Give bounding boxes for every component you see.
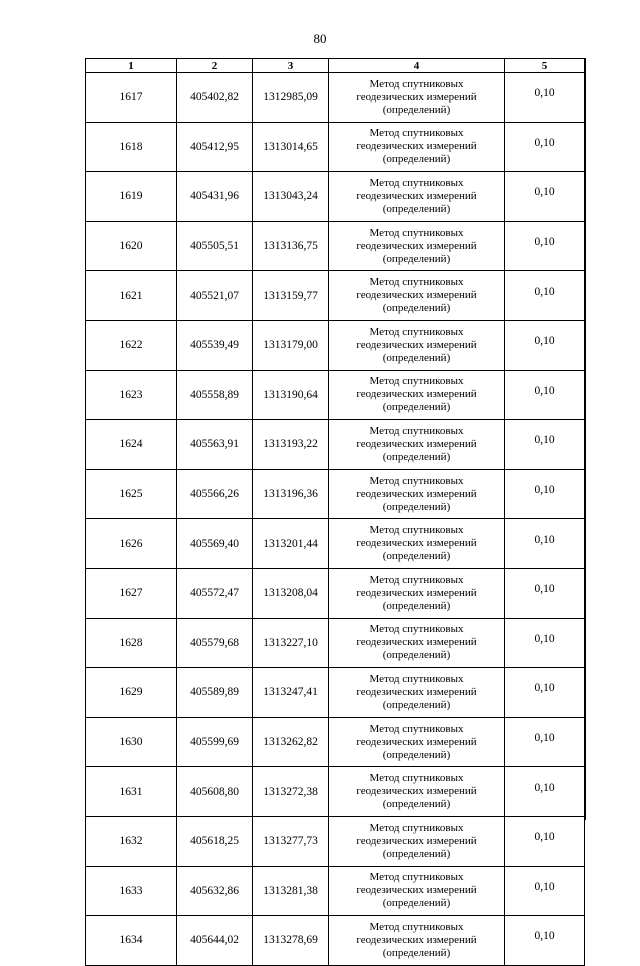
y-coordinate-cell: 1313136,75: [253, 221, 329, 271]
header-col-2: 2: [177, 59, 253, 73]
method-line: геодезических измерений: [356, 239, 477, 252]
method-cell: [329, 866, 505, 916]
method-line: (определений): [382, 401, 451, 414]
y-coordinate-cell: 1313262,82: [253, 717, 329, 767]
accuracy-cell: 0,10: [505, 568, 585, 618]
point-number-cell: 1619: [86, 172, 177, 222]
table-row: [86, 420, 585, 470]
x-coordinate-cell: 405539,49: [177, 320, 253, 370]
method-cell: [329, 221, 505, 271]
table-row: [86, 122, 585, 172]
table-right-border: [584, 58, 586, 820]
method-cell: [329, 172, 505, 222]
method-line: Метод спутниковых: [369, 375, 464, 388]
method-line: геодезических измерений: [356, 487, 477, 500]
method-line: (определений): [382, 698, 451, 711]
y-coordinate-cell: 1313208,04: [253, 568, 329, 618]
y-coordinate-cell: 1313014,65: [253, 122, 329, 172]
method-line: геодезических измерений: [356, 735, 477, 748]
coordinates-table: [85, 58, 585, 966]
accuracy-cell: 0,10: [505, 767, 585, 817]
point-number-cell: 1634: [86, 916, 177, 966]
point-number-cell: 1631: [86, 767, 177, 817]
method-line: Метод спутниковых: [369, 127, 464, 140]
x-coordinate-cell: 405505,51: [177, 221, 253, 271]
method-line: геодезических измерений: [356, 785, 477, 798]
table-row: [86, 320, 585, 370]
method-cell: [329, 668, 505, 718]
method-line: (определений): [382, 748, 451, 761]
accuracy-cell: 0,10: [505, 916, 585, 966]
x-coordinate-cell: 405632,86: [177, 866, 253, 916]
page-number: 80: [313, 31, 327, 46]
accuracy-cell: 0,10: [505, 618, 585, 668]
x-coordinate-cell: 405618,25: [177, 816, 253, 866]
method-line: Метод спутниковых: [369, 623, 464, 636]
method-line: Метод спутниковых: [369, 226, 464, 239]
point-number-cell: 1628: [86, 618, 177, 668]
method-line: (определений): [382, 202, 451, 215]
point-number-cell: 1632: [86, 816, 177, 866]
method-line: Метод спутниковых: [369, 77, 464, 90]
method-cell: [329, 767, 505, 817]
method-cell: [329, 916, 505, 966]
accuracy-cell: 0,10: [505, 172, 585, 222]
x-coordinate-cell: 405589,89: [177, 668, 253, 718]
x-coordinate-cell: 405579,68: [177, 618, 253, 668]
method-line: Метод спутниковых: [369, 672, 464, 685]
point-number-cell: 1623: [86, 370, 177, 420]
table-body: [86, 73, 585, 966]
accuracy-cell: 0,10: [505, 668, 585, 718]
header-col-4: 4: [329, 59, 505, 73]
method-line: (определений): [382, 450, 451, 463]
method-line: (определений): [382, 550, 451, 563]
method-line: (определений): [382, 153, 451, 166]
point-number-cell: 1627: [86, 568, 177, 618]
accuracy-cell: 0,10: [505, 717, 585, 767]
y-coordinate-cell: 1313190,64: [253, 370, 329, 420]
method-cell: [329, 717, 505, 767]
method-cell: [329, 568, 505, 618]
table-row: [86, 668, 585, 718]
accuracy-cell: 0,10: [505, 221, 585, 271]
method-cell: [329, 816, 505, 866]
method-line: геодезических измерений: [356, 140, 477, 153]
method-line: (определений): [382, 847, 451, 860]
method-cell: [329, 370, 505, 420]
table-row: [86, 271, 585, 321]
accuracy-cell: 0,10: [505, 420, 585, 470]
y-coordinate-cell: 1313272,38: [253, 767, 329, 817]
method-line: геодезических измерений: [356, 90, 477, 103]
y-coordinate-cell: 1313281,38: [253, 866, 329, 916]
method-line: геодезических измерений: [356, 537, 477, 550]
method-cell: [329, 122, 505, 172]
accuracy-cell: 0,10: [505, 122, 585, 172]
table-row: [86, 519, 585, 569]
table-row: [86, 568, 585, 618]
table-row: [86, 618, 585, 668]
method-cell: [329, 469, 505, 519]
y-coordinate-cell: 1313159,77: [253, 271, 329, 321]
method-line: (определений): [382, 798, 451, 811]
accuracy-cell: 0,10: [505, 816, 585, 866]
method-line: (определений): [382, 103, 451, 116]
point-number-cell: 1622: [86, 320, 177, 370]
table-row: [86, 172, 585, 222]
method-line: (определений): [382, 351, 451, 364]
method-line: геодезических измерений: [356, 933, 477, 946]
accuracy-cell: 0,10: [505, 866, 585, 916]
x-coordinate-cell: 405569,40: [177, 519, 253, 569]
x-coordinate-cell: 405572,47: [177, 568, 253, 618]
method-line: (определений): [382, 599, 451, 612]
y-coordinate-cell: 1313277,73: [253, 816, 329, 866]
x-coordinate-cell: 405599,69: [177, 717, 253, 767]
y-coordinate-cell: 1312985,09: [253, 73, 329, 123]
x-coordinate-cell: 405566,26: [177, 469, 253, 519]
x-coordinate-cell: 405644,02: [177, 916, 253, 966]
table-row: [86, 73, 585, 123]
method-line: Метод спутниковых: [369, 573, 464, 586]
method-line: Метод спутниковых: [369, 871, 464, 884]
accuracy-cell: 0,10: [505, 469, 585, 519]
point-number-cell: 1629: [86, 668, 177, 718]
header-row: [86, 59, 585, 73]
method-line: (определений): [382, 649, 451, 662]
method-line: Метод спутниковых: [369, 524, 464, 537]
accuracy-cell: 0,10: [505, 73, 585, 123]
header-col-3: 3: [253, 59, 329, 73]
method-line: геодезических измерений: [356, 289, 477, 302]
method-line: Метод спутниковых: [369, 722, 464, 735]
method-line: Метод спутниковых: [369, 474, 464, 487]
y-coordinate-cell: 1313278,69: [253, 916, 329, 966]
x-coordinate-cell: 405563,91: [177, 420, 253, 470]
point-number-cell: 1626: [86, 519, 177, 569]
table-row: [86, 866, 585, 916]
accuracy-cell: 0,10: [505, 271, 585, 321]
method-line: геодезических измерений: [356, 586, 477, 599]
method-cell: [329, 618, 505, 668]
table-row: [86, 469, 585, 519]
point-number-cell: 1618: [86, 122, 177, 172]
method-cell: [329, 271, 505, 321]
table-row: [86, 717, 585, 767]
table-header: [86, 59, 585, 73]
method-line: (определений): [382, 302, 451, 315]
method-line: геодезических измерений: [356, 834, 477, 847]
method-line: геодезических измерений: [356, 388, 477, 401]
method-line: геодезических измерений: [356, 685, 477, 698]
y-coordinate-cell: 1313201,44: [253, 519, 329, 569]
x-coordinate-cell: 405558,89: [177, 370, 253, 420]
method-line: Метод спутниковых: [369, 325, 464, 338]
point-number-cell: 1625: [86, 469, 177, 519]
method-line: Метод спутниковых: [369, 772, 464, 785]
y-coordinate-cell: 1313196,36: [253, 469, 329, 519]
method-line: геодезических измерений: [356, 338, 477, 351]
point-number-cell: 1633: [86, 866, 177, 916]
point-number-cell: 1620: [86, 221, 177, 271]
method-line: (определений): [382, 897, 451, 910]
y-coordinate-cell: 1313193,22: [253, 420, 329, 470]
x-coordinate-cell: 405402,82: [177, 73, 253, 123]
point-number-cell: 1617: [86, 73, 177, 123]
method-line: Метод спутниковых: [369, 424, 464, 437]
y-coordinate-cell: 1313179,00: [253, 320, 329, 370]
method-cell: [329, 420, 505, 470]
table-row: [86, 816, 585, 866]
method-line: геодезических измерений: [356, 884, 477, 897]
x-coordinate-cell: 405521,07: [177, 271, 253, 321]
method-line: Метод спутниковых: [369, 176, 464, 189]
method-cell: [329, 320, 505, 370]
point-number-cell: 1630: [86, 717, 177, 767]
method-line: геодезических измерений: [356, 636, 477, 649]
table-row: [86, 767, 585, 817]
method-line: Метод спутниковых: [369, 276, 464, 289]
accuracy-cell: 0,10: [505, 519, 585, 569]
table-row: [86, 916, 585, 966]
accuracy-cell: 0,10: [505, 320, 585, 370]
header-col-5: 5: [505, 59, 585, 73]
table-row: [86, 221, 585, 271]
method-line: (определений): [382, 252, 451, 265]
x-coordinate-cell: 405412,95: [177, 122, 253, 172]
accuracy-cell: 0,10: [505, 370, 585, 420]
method-line: геодезических измерений: [356, 189, 477, 202]
method-line: Метод спутниковых: [369, 821, 464, 834]
method-cell: [329, 73, 505, 123]
method-line: геодезических измерений: [356, 437, 477, 450]
method-line: Метод спутниковых: [369, 920, 464, 933]
method-line: (определений): [382, 500, 451, 513]
point-number-cell: 1624: [86, 420, 177, 470]
y-coordinate-cell: 1313247,41: [253, 668, 329, 718]
y-coordinate-cell: 1313043,24: [253, 172, 329, 222]
header-col-1: 1: [86, 59, 177, 73]
x-coordinate-cell: 405608,80: [177, 767, 253, 817]
table-row: [86, 370, 585, 420]
method-cell: [329, 519, 505, 569]
y-coordinate-cell: 1313227,10: [253, 618, 329, 668]
point-number-cell: 1621: [86, 271, 177, 321]
method-line: (определений): [382, 946, 451, 959]
x-coordinate-cell: 405431,96: [177, 172, 253, 222]
